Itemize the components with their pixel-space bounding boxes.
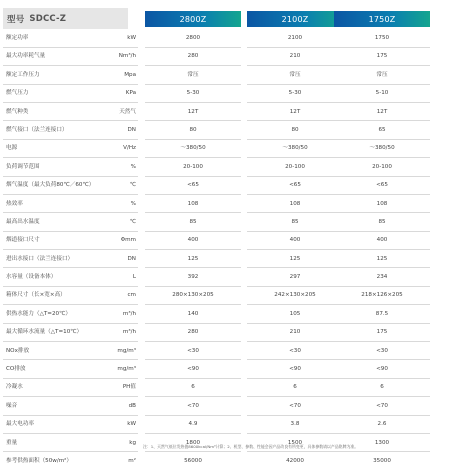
value-1750z: 400 [376,237,388,244]
value-2800z: 2800 [185,35,201,41]
row-unit: kW [127,421,136,428]
value-2800z: 400 [187,237,199,244]
value-1750z: 125 [376,255,388,262]
table-row [0,323,459,341]
value-1750z: 常压 [376,71,388,78]
value-2800z: 4.9 [188,421,198,428]
value-1750z: 218×126×205 [361,292,403,299]
row-unit: kW [127,35,136,41]
row-label: 最高出水温度 [6,218,40,225]
row-label: CO排放 [6,366,26,373]
column-header-1750z: 1750Z [334,11,430,27]
row-label: 箱体尺寸（长×宽×高） [6,292,66,299]
table-row [0,415,459,433]
row-label: 供热水能力（△T=20℃） [6,310,71,317]
value-2100z: 1500 [287,439,303,446]
value-1750z: 2.6 [377,421,387,428]
value-2800z: 280 [187,329,199,336]
row-label: 烟道接口尺寸 [6,237,40,244]
table-row [0,360,459,378]
value-2100z: 85 [291,218,299,225]
value-2800z: 1800 [185,439,201,446]
value-1750z: 234 [376,274,388,281]
table-row [0,452,459,470]
row-unit: m³/h [122,329,136,336]
value-2100z: 242×130×205 [274,292,316,299]
row-unit: Nm³/h [118,53,136,60]
value-2800z: ～380/50 [180,145,206,152]
value-2100z: 210 [289,53,301,60]
value-1750z: 12T [376,108,388,115]
row-label: 噪音 [6,402,18,409]
value-2100z: 125 [289,255,301,262]
value-2100z: <30 [289,347,301,354]
row-unit: cm [127,292,136,299]
row-unit: dB [128,402,136,409]
value-1750z: 108 [376,200,388,207]
row-unit: DN [127,255,136,262]
value-2800z: 280×130×205 [172,292,214,299]
value-2800z: 20-100 [183,163,203,170]
value-2800z: <90 [187,366,199,373]
value-1750z: <30 [376,347,388,354]
value-2800z: 85 [189,218,197,225]
model-label-box [3,8,128,29]
table-row [0,268,459,286]
row-label: 额定工作压力 [6,71,40,78]
value-2100z: 80 [291,126,299,133]
row-unit: % [130,200,136,207]
row-label: NOx排放 [6,347,30,354]
spec-table [0,29,459,470]
value-1750z: 6 [380,384,384,391]
value-2800z: 108 [187,200,199,207]
row-label: 最大循环水流量（△T=10℃） [6,329,83,336]
table-row [0,286,459,304]
table-row [0,305,459,323]
row-label: 水容量（设备本体） [6,274,57,281]
value-1750z: 87.5 [375,310,389,317]
value-2100z: <65 [289,182,301,189]
value-2800z: 280 [187,53,199,60]
row-unit: % [130,163,136,170]
table-row [0,158,459,176]
value-1750z: 65 [378,126,386,133]
row-label: 最大电功率 [6,421,34,428]
row-unit: mg/m³ [117,347,136,354]
value-2100z: 6 [293,384,297,391]
row-unit: 天然气 [119,108,136,115]
row-label: 冷凝水 [6,384,23,391]
table-row [0,121,459,139]
value-1750z: <90 [376,366,388,373]
row-label: 燃气接口（法兰连接口） [6,126,68,133]
value-2800z: 6 [191,384,195,391]
value-2100z: 5-30 [288,90,302,97]
table-row [0,47,459,65]
value-1750z: 35000 [373,457,391,464]
table-row [0,195,459,213]
column-header-2800z: 2800Z [145,11,241,27]
table-row [0,250,459,268]
table-row [0,213,459,231]
table-row [0,231,459,249]
value-2100z: 108 [289,200,301,207]
value-2800z: 80 [189,126,197,133]
value-1750z: ～380/50 [369,145,395,152]
row-label: 热效率 [6,200,23,207]
row-label: 最大功率耗气量 [6,53,46,60]
value-1750z: 20-100 [372,163,392,170]
value-2800z: 392 [187,274,199,281]
value-2800z: 125 [187,255,199,262]
row-unit: mg/m³ [117,366,136,373]
model-label: 型号 [7,14,25,25]
value-2800z: 常压 [187,71,199,78]
row-label: 电源 [6,145,18,152]
value-2800z: 5-30 [186,90,200,97]
table-row [0,139,459,157]
value-2100z: 12T [289,108,301,115]
value-2100z: 常压 [289,71,301,78]
value-2800z: <70 [187,402,199,409]
table-row [0,66,459,84]
table-row [0,29,459,47]
value-2100z: <70 [289,402,301,409]
row-unit: DN [127,126,136,133]
value-1750z: 5-10 [375,90,389,97]
row-unit: Φmm [120,237,136,244]
table-row [0,397,459,415]
value-2100z: 400 [289,237,301,244]
series-name: SDCC-Z [29,13,67,24]
value-2100z: 2100 [287,35,303,41]
row-label: 燃气压力 [6,90,29,97]
row-label: 参考供热面积（50w/m²） [6,457,73,464]
row-unit: KPa [125,90,136,97]
table-row [0,84,459,102]
value-1750z: 85 [378,218,386,225]
table-row [0,342,459,360]
value-2100z: 3.8 [290,421,300,428]
value-2100z: ～380/50 [282,145,308,152]
value-2800z: 12T [187,108,199,115]
row-unit: kg [129,439,136,446]
row-label: 额定功率 [6,35,29,41]
row-unit: V/Hz [123,145,136,152]
value-2100z: 42000 [286,457,304,464]
value-2100z: 297 [289,274,301,281]
value-1750z: 1300 [374,439,390,446]
table-row [0,378,459,396]
value-2100z: 20-100 [285,163,305,170]
row-unit: Mpa [124,71,136,78]
value-2100z: <90 [289,366,301,373]
row-unit: L [132,274,136,281]
value-2800z: <30 [187,347,199,354]
table-row [0,103,459,121]
row-unit: m² [128,457,136,464]
row-label: 燃气种类 [6,108,29,115]
value-2800z: 56000 [184,457,202,464]
value-1750z: 1750 [374,35,390,41]
value-2800z: 140 [187,310,199,317]
column-header-2100z: 2100Z [247,11,343,27]
row-unit: m³/h [122,310,136,317]
value-1750z: <70 [376,402,388,409]
value-1750z: 175 [376,53,388,60]
value-2800z: <65 [187,182,199,189]
row-label: 烟气温度（最大负荷80℃／60℃） [6,182,95,189]
value-2100z: 210 [289,329,301,336]
footnote: 注：1、天然气低位发热值8600kcal/Nm³计算；2、机型、参数、性能会因产品改良有所变更，具体参数请以产品铭牌为准。 [143,444,359,449]
row-unit: ℃ [129,182,136,189]
row-label: 进出水接口（法兰连接口） [6,255,74,262]
row-unit: ℃ [129,218,136,225]
value-2100z: 105 [289,310,301,317]
row-unit: PH值 [122,384,136,391]
row-label: 负荷调节范围 [6,163,40,170]
value-1750z: <65 [376,182,388,189]
table-row [0,176,459,194]
row-label: 重量 [6,439,18,446]
value-1750z: 175 [376,329,388,336]
